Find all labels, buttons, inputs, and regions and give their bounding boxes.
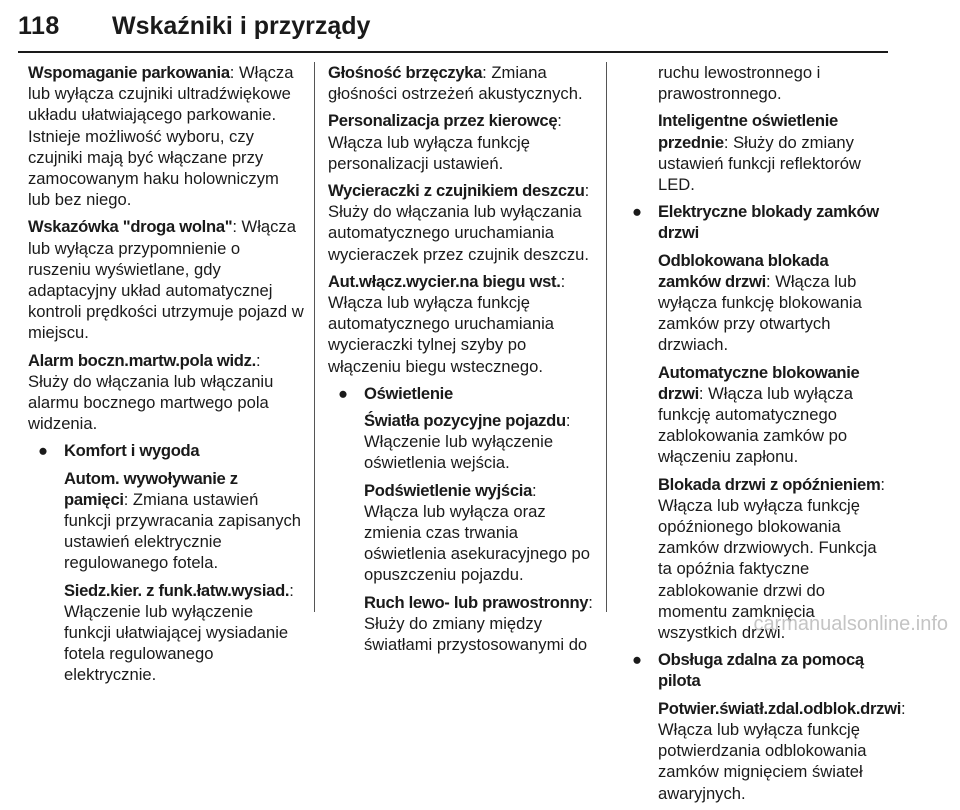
- setting-term: Wycieraczki z czujnikiem deszczu: [328, 181, 585, 201]
- column-divider-1: [314, 62, 315, 612]
- setting-description: : Włącza lub wyłącza przypomnienie o ruszeniu wyświetlane, gdy adaptacyjny układ automatycznej kontroli prędkości utrzymuje pojazd w miejscu.: [28, 217, 304, 343]
- setting-entry: [328, 410, 594, 474]
- setting-term: Potwier.światł.zdal.odblok.drzwi: [658, 698, 902, 718]
- setting-description: : Służy do zmiany ustawień funkcji reflektorów LED.: [658, 132, 861, 195]
- section-heading: ● Komfort i wygoda: [38, 441, 200, 461]
- section-heading: ● Elektryczne blokady zamków drzwi: [632, 202, 879, 243]
- setting-entry: [28, 468, 304, 574]
- setting-entry: [328, 592, 594, 656]
- column-divider-2: [606, 62, 607, 612]
- setting-term: Wskazówka "droga wolna": [28, 217, 233, 237]
- setting-term: Odblokowana blokada zamków drzwi: [658, 250, 829, 291]
- bullet-icon: ●: [632, 650, 642, 670]
- section-heading: ● Oświetlenie: [338, 383, 453, 403]
- setting-entry: [622, 250, 894, 356]
- setting-entry: [328, 271, 594, 377]
- page-number: 118: [18, 12, 60, 40]
- column-1: [28, 62, 304, 692]
- setting-entry: [328, 480, 594, 586]
- setting-entry: [28, 580, 304, 686]
- setting-description: : Włącza lub wyłącza funkcję opóźnionego blokowania zamków drzwiowych. Funkcja ta opóźnia faktyczne zablokowanie drzwi do momentu zamknięcia wszystkich drzwi.: [658, 474, 886, 643]
- setting-term: Blokada drzwi z opóźnieniem: [658, 474, 881, 494]
- setting-description: : Włączenie lub wyłączenie oświetlenia wejścia.: [364, 411, 571, 473]
- setting-entry: [328, 180, 594, 265]
- setting-entry: [622, 110, 894, 195]
- page-header: [0, 0, 960, 54]
- setting-term: Automatyczne blokowanie drzwi: [658, 362, 860, 403]
- setting-term: Autom. wywoływanie z pamięci: [64, 468, 238, 509]
- setting-entry: [622, 362, 894, 468]
- setting-description: : Włącza lub wyłącza funkcję potwierdzania odblokowania zamków mignięciem świateł awaryjnych.: [658, 698, 906, 803]
- setting-description: : Zmiana ustawień funkcji przywracania zapisanych ustawień elektrycznie regulowanego fotela.: [64, 489, 302, 573]
- bullet-icon: ●: [338, 383, 348, 403]
- column-3: [622, 62, 906, 810]
- setting-entry: [28, 216, 304, 343]
- setting-description: : Włącza lub wyłącza czujniki ultradźwiękowe układu ułatwiającego parkowanie. Istnieje możliwość wyboru, czy czujniki mają być włączane przy zamocowanym haku holowniczym lub bez niego.: [28, 63, 294, 210]
- setting-term: Inteligentne oświetlenie przednie: [658, 111, 838, 152]
- page-title: Wskaźniki i przyrządy: [112, 12, 371, 40]
- setting-entry: [622, 62, 894, 104]
- setting-description: : Włącza lub wyłącza funkcję personalizacji ustawień.: [328, 111, 562, 173]
- bullet-icon: ●: [632, 202, 642, 222]
- setting-description: : Służy do włączania lub włączaniu alarmu bocznego martwego pola widzenia.: [28, 350, 274, 434]
- column-2: [328, 62, 594, 661]
- setting-description: : Zmiana głośności ostrzeżeń akustycznych.: [328, 63, 583, 104]
- setting-term: Ruch lewo- lub prawostronny: [364, 592, 589, 612]
- section-heading: ● Obsługa zdalna za pomocą pilota: [632, 650, 864, 691]
- setting-description: : Służy do włączania lub wyłączania automatycznego uruchamiania wycieraczek przez czujnik deszczu.: [328, 181, 590, 264]
- setting-term: Światła pozycyjne pojazdu: [364, 411, 566, 431]
- setting-term: Alarm boczn.martw.pola widz.: [28, 350, 256, 370]
- setting-description: : Włącza lub wyłącza funkcję automatycznego zablokowania zamków po włączeniu zapłonu.: [658, 383, 853, 467]
- setting-description: : Włączenie lub wyłączenie funkcji ułatwiającej wysiadanie fotela regulowanego elektrycznie.: [64, 580, 294, 685]
- setting-term: Personalizacja przez kierowcę: [328, 111, 558, 131]
- setting-term: Głośność brzęczyka: [328, 63, 483, 82]
- setting-description: : Włącza lub wyłącza oraz zmienia czas trwania oświetlenia asekuracyjnego po opuszczeniu pojazdu.: [364, 480, 591, 585]
- setting-description: ruchu lewostronnego i prawostronnego.: [658, 63, 821, 104]
- setting-description: : Służy do zmiany między światłami przystosowanymi do: [364, 592, 593, 655]
- setting-entry: [328, 62, 594, 104]
- setting-entry: [28, 62, 304, 210]
- setting-description: : Włącza lub wyłącza funkcję blokowania zamków przy otwartych drzwiach.: [658, 271, 862, 355]
- setting-term: Siedz.kier. z funk.łatw.wysiad.: [64, 580, 290, 600]
- setting-term: Podświetlenie wyjścia: [364, 480, 533, 500]
- setting-entry: [622, 698, 906, 804]
- setting-description: : Włącza lub wyłącza funkcję automatycznego uruchamiania wycieraczki tylnej szyby po włączeniu biegu wstecznego.: [328, 271, 566, 376]
- header-rule: [18, 51, 888, 53]
- setting-entry: [328, 110, 594, 174]
- setting-term: Wspomaganie parkowania: [28, 63, 230, 82]
- bullet-icon: ●: [38, 441, 48, 461]
- setting-entry: [28, 350, 304, 435]
- setting-term: Aut.włącz.wycier.na biegu wst.: [328, 271, 561, 291]
- watermark: carmanualsonline.info: [753, 613, 948, 635]
